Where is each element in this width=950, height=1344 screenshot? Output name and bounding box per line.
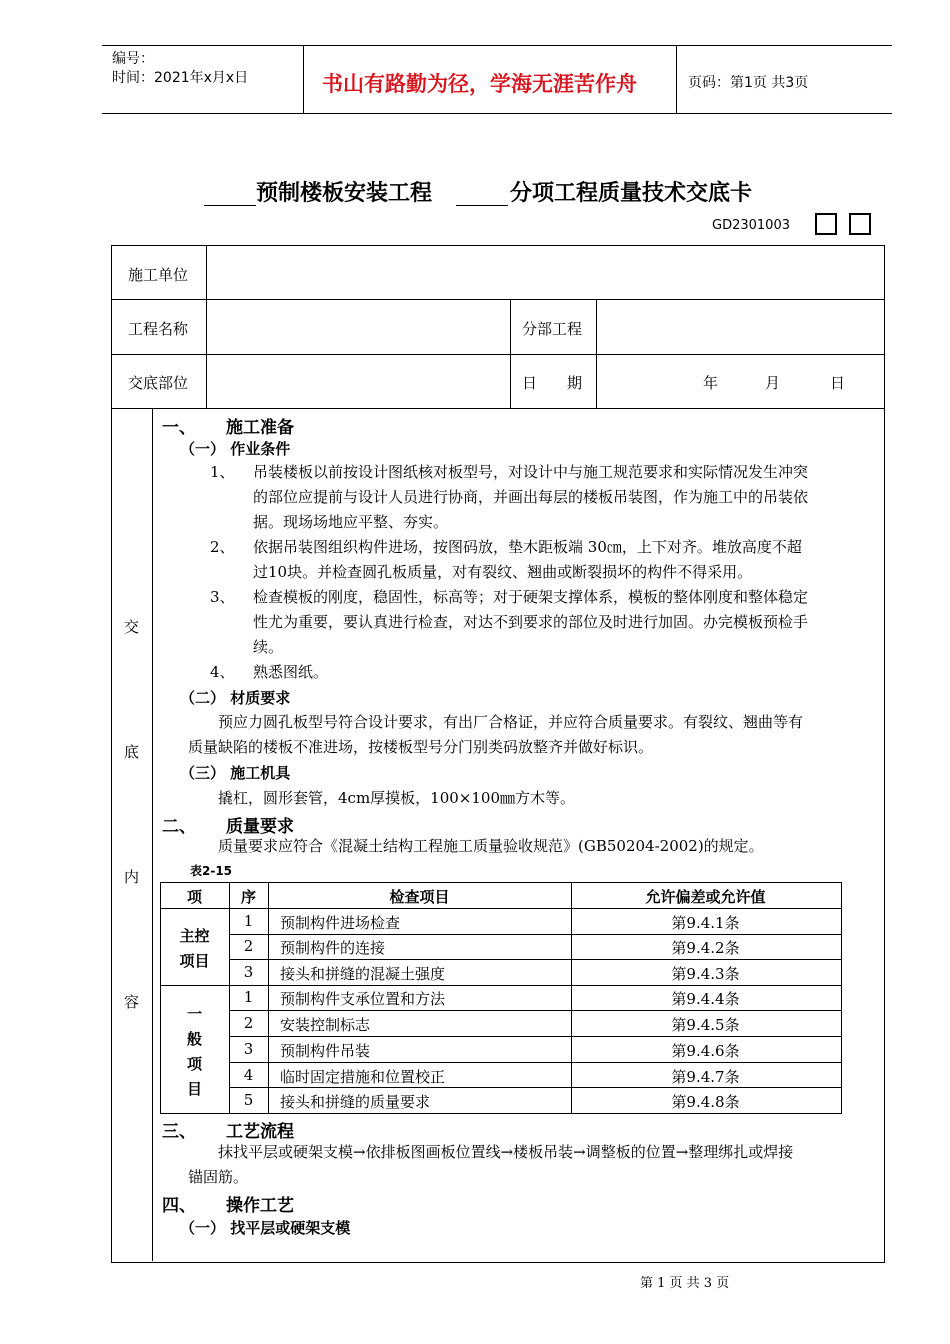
- project-name-label: 工程名称: [128, 320, 189, 338]
- section-2-title: 质量要求: [226, 817, 294, 837]
- section-1-title: 施工准备: [226, 418, 294, 438]
- side-char-2: 底: [124, 743, 140, 761]
- date-day: 日: [830, 374, 846, 392]
- qt-row-8-seq: 5: [243, 1091, 254, 1109]
- row-line-3: [111, 408, 884, 409]
- tools-line: 撬杠，圆形套管，4cm厚摸板，100×100㎜方木等。: [218, 789, 575, 807]
- process-line-2: 锚固筋。: [188, 1168, 249, 1186]
- section-1a-heading: （一） 作业条件: [180, 440, 291, 458]
- section-4a-heading: （一） 找平层或硬架支模: [180, 1219, 351, 1237]
- process-line-1: 抹找平层或硬架支模→依排板图画板位置线→楼板吊装→调整板的位置→整理绑扎或焊接: [218, 1143, 794, 1161]
- qt-row-1-item: 预制构件进场检查: [280, 914, 401, 932]
- qt-row-1-seq: 1: [243, 912, 254, 930]
- qt-row-4-value: 第9.4.4条: [671, 990, 740, 1008]
- side-char-1: 交: [124, 618, 140, 636]
- item-2-number: 2、: [210, 538, 235, 556]
- qt-row-5-value: 第9.4.5条: [671, 1016, 740, 1034]
- qt-col-2: [268, 882, 269, 1113]
- qt-header-value: 允许偏差或允许值: [645, 888, 766, 906]
- item-1-number: 1、: [210, 463, 235, 481]
- checkbox-2[interactable]: [849, 213, 871, 235]
- page-label: 页码：第1页 共3页: [688, 75, 809, 91]
- sub-project-label: 分部工程: [522, 320, 583, 338]
- time-label: 时间：2021年x月x日: [112, 70, 249, 86]
- qt-row-4-item: 预制构件支承位置和方法: [280, 990, 446, 1008]
- checkbox-1[interactable]: [815, 213, 837, 235]
- section-4-title: 操作工艺: [226, 1196, 294, 1216]
- table-caption: 表2-15: [190, 864, 233, 878]
- title-suffix: 分项工程质量技术交底卡: [510, 181, 753, 206]
- qt-row-6: [229, 1062, 841, 1063]
- item-3-line-2: 性尤为重要，要认真进行检查，对达不到要求的部位及时进行加固。办完模板预检手: [253, 613, 809, 631]
- qt-row-6-item: 预制构件吊装: [280, 1042, 371, 1060]
- qt-row-5-seq: 2: [243, 1014, 254, 1032]
- qt-group-general-1: 一: [186, 1005, 202, 1023]
- qt-header-item: 检查项目: [389, 888, 450, 906]
- qt-group-general-2: 般: [186, 1030, 202, 1048]
- header-bottom-rule: [102, 113, 892, 114]
- section-3-title: 工艺流程: [226, 1122, 294, 1142]
- qt-row-5: [229, 1036, 841, 1037]
- qt-row-2: [229, 959, 841, 960]
- title-underline-right: [456, 205, 508, 206]
- qt-row-2-seq: 2: [243, 937, 254, 955]
- side-char-4: 容: [124, 993, 140, 1011]
- header-divider-left: [303, 45, 304, 113]
- qt-group-main-1: 主控: [179, 927, 210, 945]
- item-1-line-1: 吊装楼板以前按设计图纸核对板型号，对设计中与施工规范要求和实际情况发生冲突: [253, 463, 809, 481]
- qt-group-main-2: 项目: [179, 952, 210, 970]
- location-label: 交底部位: [128, 374, 189, 392]
- qt-row-3-value: 第9.4.3条: [671, 965, 740, 983]
- row-line-1: [111, 299, 884, 300]
- qt-row-4: [229, 1010, 841, 1011]
- section-1c-heading: （三） 施工机具: [180, 764, 291, 782]
- title-underline-left: [204, 205, 256, 206]
- qt-row-6-seq: 3: [243, 1040, 254, 1058]
- qt-row-8-value: 第9.4.8条: [671, 1093, 740, 1111]
- header-divider-right: [676, 45, 677, 113]
- section-2-number: 二、: [162, 817, 196, 837]
- qt-header-seq: 序: [240, 888, 256, 906]
- qt-row-6-value: 第9.4.6条: [671, 1042, 740, 1060]
- item-2-line-2: 过10块。并检查圆孔板质量，对有裂纹、翘曲或断裂损坏的构件不得采用。: [253, 563, 753, 581]
- qt-row-7: [229, 1087, 841, 1088]
- item-1-line-3: 据。现场场地应平整、夯实。: [253, 513, 449, 531]
- section-1-number: 一、: [162, 418, 196, 438]
- qt-row-4-seq: 1: [243, 988, 254, 1006]
- qt-row-1: [229, 934, 841, 935]
- date-year: 年: [703, 374, 719, 392]
- qt-row-7-seq: 4: [243, 1066, 254, 1084]
- item-3-number: 3、: [210, 588, 235, 606]
- page-footer: 第 1 页 共 3 页: [640, 1276, 730, 1291]
- material-line-2: 质量缺陷的楼板不准进场，按楼板型号分门别类码放整齐并做好标识。: [188, 738, 654, 756]
- qt-row-3: [160, 985, 841, 986]
- header-top-rule: [102, 45, 892, 46]
- qt-row-8-item: 接头和拼缝的质量要求: [280, 1093, 431, 1111]
- qt-row-2-item: 预制构件的连接: [280, 939, 386, 957]
- qt-group-general-4: 目: [186, 1080, 202, 1098]
- item-2-line-1: 依据吊装图组织构件进场，按图码放，垫木距板端 30㎝，上下对齐。堆放高度不超: [253, 538, 802, 556]
- qt-row-3-seq: 3: [243, 963, 254, 981]
- qt-row-2-value: 第9.4.2条: [671, 939, 740, 957]
- section-1b-heading: （二） 材质要求: [180, 689, 291, 707]
- section-3-number: 三、: [162, 1122, 196, 1142]
- item-4-number: 4、: [210, 663, 235, 681]
- motto: 书山有路勤为径，学海无涯苦作舟: [322, 72, 637, 96]
- unit-label: 施工单位: [128, 266, 189, 284]
- col-line-side: [152, 408, 153, 1261]
- title-project: 预制楼板安装工程: [256, 181, 433, 206]
- date-label: 日 期: [522, 374, 583, 392]
- item-3-line-3: 续。: [253, 638, 284, 656]
- number-label: 编号：: [112, 51, 154, 67]
- qt-header-category: 项: [186, 888, 202, 906]
- doc-code: GD2301003: [712, 218, 790, 233]
- item-4-line-1: 熟悉图纸。: [253, 663, 329, 681]
- date-month: 月: [765, 374, 781, 392]
- col-line-mid: [510, 299, 511, 408]
- qt-row-1-value: 第9.4.1条: [671, 914, 740, 932]
- qt-row-5-item: 安装控制标志: [280, 1016, 371, 1034]
- qt-row-3-item: 接头和拼缝的混凝土强度: [280, 965, 446, 983]
- qt-row-h: [160, 908, 841, 909]
- material-line-1: 预应力圆孔板型号符合设计要求，有出厂合格证，并应符合质量要求。有裂纹、翘曲等有: [218, 713, 804, 731]
- qt-group-general-3: 项: [186, 1055, 202, 1073]
- side-char-3: 内: [124, 868, 140, 886]
- quality-requirement: 质量要求应符合《混凝土结构工程施工质量验收规范》(GB50204-2002)的规定。: [218, 837, 764, 855]
- col-line-label: [206, 245, 207, 408]
- section-4-number: 四、: [162, 1196, 196, 1216]
- qt-row-7-item: 临时固定措施和位置校正: [280, 1068, 446, 1086]
- item-1-line-2: 的部位应提前与设计人员进行协商，并画出每层的楼板吊装图，作为施工中的吊装依: [253, 488, 809, 506]
- col-line-mid2: [596, 299, 597, 408]
- row-line-2: [111, 354, 884, 355]
- item-3-line-1: 检查模板的刚度，稳固性，标高等；对于硬架支撑体系，模板的整体刚度和整体稳定: [253, 588, 809, 606]
- qt-row-7-value: 第9.4.7条: [671, 1068, 740, 1086]
